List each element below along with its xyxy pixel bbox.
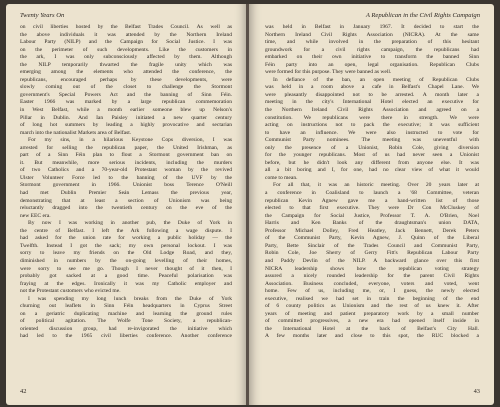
text-line: all a bit boring and I, for one, had no clear view of what it would — [265, 167, 479, 174]
text-line: of long hot summers by leading a highly provocative and sectarian — [20, 122, 232, 129]
text-line: Communist Party nominees. The meeting was uneventful with — [265, 137, 479, 144]
text-line: had asked for the union rate for working a public holiday — the — [20, 235, 232, 242]
text-line: had met Dublin Premier Seán Lemass the previous year, — [20, 190, 232, 197]
text-line: Association. Business concluded, everyone, voters and voted, went — [265, 280, 479, 287]
text-line: demonstrating that at least a section of Unionism was being — [20, 197, 232, 204]
text-line: and Paddy Devlin of the NILP. A backward glance over this first — [265, 257, 479, 264]
text-line: constitution. We republicans were there in strength. We were — [265, 114, 479, 121]
text-line: assured a nicely rounded leadership for the parent Civil Rights — [265, 273, 479, 280]
right-page — [249, 4, 494, 405]
text-line: before, but he didn't look any different from anyone else. It was — [265, 159, 479, 166]
text-line: For my sins, in a hilarious Keystone Cops diversion, I was — [28, 137, 232, 144]
text-line: reluctantly dragged into the twentieth century on the eve of the — [20, 205, 232, 212]
text-line: In defiance of the ban, an open meeting of Republican Clubs — [273, 76, 479, 83]
text-line: new EEC era. — [20, 212, 51, 219]
right-body-text — [265, 24, 479, 341]
text-line: NICRA leadership shows how the republican voting strategy — [265, 265, 479, 272]
text-line: probably got sacked at a good time. Peaceful polarisation was — [20, 273, 232, 280]
text-line: not the Protestant customers who evicted me. — [20, 288, 121, 295]
text-line: churning out leaflets in Sinn Féin headquarters in Cyprus Street — [20, 303, 232, 310]
text-line: embarked on their own initiative to transform the banned Sinn — [265, 54, 479, 61]
text-line: fraying at the edges. Ironically it was my Catholic employer and — [20, 280, 232, 287]
page-number-left: 42 — [20, 388, 27, 395]
text-line: Pillar in Dublin. And Ian Paisley initiated a new quarter century — [20, 114, 232, 121]
text-line: years of meeting and patient preparatory work by a small number — [265, 310, 479, 317]
text-line: of political agitation. The Wolfe Tone Society, a republican- — [20, 318, 232, 325]
text-line: home. Few of us, including me, or, I guess, the newly elected — [265, 288, 479, 295]
text-line: For all that, it was an historic meeting. Over 20 years later at — [273, 182, 479, 189]
running-head-left: Twenty Years On — [20, 12, 65, 19]
text-line: part of a Sinn Féin plan to flout a Stormont government ban on — [20, 152, 232, 159]
text-line: Ulster Volunteer Force led to the banning of the UVF by the — [20, 174, 232, 181]
page-number-right: 43 — [473, 388, 480, 395]
text-line: on a geriatric duplicating machine and learning the ground rules — [20, 310, 232, 317]
text-line: republican Kevin Agnew gave me a hand-written list of those — [265, 197, 479, 204]
text-line: of committed progressives, a new era had opened itself inside in — [265, 318, 479, 325]
text-line: Stormont government in 1966. Unionist boss Terence O'Neill — [20, 182, 232, 189]
text-line: Féin party into an open, legal organisation. Republican Clubs — [265, 61, 479, 68]
text-line: I was spending my long lunch breaks from the Duke of York — [28, 295, 232, 302]
text-line: the Campaign for Social Justice, Professor T. A. O'Brien, Noel — [265, 212, 479, 219]
text-line: Harris and Ken Banks of the draughtsman's union DATA, — [265, 220, 479, 227]
text-line: elected to that first executive. They were Dr Con McCluskey of — [265, 205, 479, 212]
text-line: diminished in numbers by the on-going levelling of their homes, — [20, 257, 232, 264]
text-line: the above individuals it was attended by the Northern Ireland — [20, 31, 232, 38]
text-line: the Northern Ireland Civil Rights Association and agreed on a — [265, 107, 479, 114]
text-line: on civil liberties hosted by the Belfast Trades Council. As well as — [20, 24, 232, 30]
text-line: government's Special Powers Act and the banning of Sinn Féin. — [20, 91, 232, 98]
text-line: were sorry to see me go. Though I never thought of it then, I — [20, 265, 232, 272]
text-line: oriented discussion group, had re-invigorated the initiative which — [20, 325, 232, 332]
text-line: slowly coming out of the closet to challenge the Stormont — [20, 84, 232, 91]
text-line: the centre of Belfast. I left the Ark following a wage dispute. I — [20, 227, 232, 234]
text-line: time, and while involved in the preparation of this hesitant — [265, 39, 479, 46]
text-line: Labour Party (NILP) and the Campaign for Social Justice. I was — [20, 39, 232, 46]
text-line: executive, realised we had set in train the beginning of the end — [265, 295, 479, 302]
text-line: march into the nationalist Markets area of Belfast. — [20, 129, 132, 136]
text-line: of two Catholics and a 70-year-old Protestant woman by the revived — [20, 167, 232, 174]
text-line: A few months later and close to this spot, the RUC blocked a — [265, 333, 479, 340]
text-line: in West Belfast, while a month earlier someone blew up Nelson's — [20, 107, 232, 114]
running-head-right: A Republican in the Civil Rights Campaign — [365, 12, 480, 19]
text-line: By now I was working in another pub, the Duke of York in — [28, 220, 232, 227]
text-line: were formed for this purpose. They were banned as well. — [265, 69, 392, 76]
text-line: had led to the 1965 civil liberties conference. Another conference — [20, 333, 232, 340]
text-line: Northern Ireland Civil Rights Association (NICRA). At the same — [265, 31, 479, 38]
text-line: of the Communist Party, Kevin Agnew, J. Quinn of the Liberal — [265, 235, 479, 242]
text-line: to have an influence. We were also instructed to vote for — [265, 129, 479, 136]
left-page — [6, 4, 247, 405]
text-line: was held in Belfast in January 1967. It decided to start the — [265, 24, 479, 30]
text-line: of 6 county politics as Unionism and the rest of us knew it. After — [265, 303, 479, 310]
text-line: emerging among the elements who attended the conference, the — [20, 69, 232, 76]
text-line: arrested for selling the republican paper, the United Irishman, as — [20, 144, 232, 151]
text-line: Robin Cole, Joe Sherry of Gerry Fitt's Republican Labour Party — [265, 250, 479, 257]
text-line: were pleasantly disappointed not to be arrested. A month later a — [265, 91, 479, 98]
text-line: only the presence of a Unionist, Robin Cole, giving diversion — [265, 144, 479, 151]
text-line: republicans, encouraged perhaps by these developments, were — [20, 76, 232, 83]
left-body-text — [20, 24, 232, 341]
text-line: acting on instructions not to pack the executive; it was sufficient — [265, 122, 479, 129]
text-line: groundwork for a civil rights campaign, the republicans had — [265, 46, 479, 53]
text-line: it. But meanwhile, more serious incidents, including the murders — [20, 159, 232, 166]
text-line: Party, Bette Sinclair of the Trades Council and Communist Party, — [265, 242, 479, 249]
text-line: was held in a room above a cafe in Belfast's Chapel Lane. We — [265, 84, 479, 91]
text-line: a conference in Coalisland to launch a '68 Committee, veteran — [265, 190, 479, 197]
text-line: Easter 1966 was marked by a large republican commemoration — [20, 99, 232, 106]
text-line: come to mean. — [265, 174, 298, 181]
text-line: on the perimeter of such developments. Like the customers in — [20, 46, 232, 53]
text-line: meeting in the city's International Hotel elected an executive for — [265, 99, 479, 106]
text-line: the ark, I was only subconsciously affected by them. Although — [20, 54, 232, 61]
text-line: for the younger republicans. Most of us had never seen a Unionist — [265, 152, 479, 159]
text-line: the NILP temporarily thwarted the fragile unity which was — [20, 61, 232, 68]
text-line: sorry to leave my friends on the Old Lodge Road, and they, — [20, 250, 232, 257]
text-line: Twelfth. Instead I got the sack; my own personal lockout. I was — [20, 242, 232, 249]
text-line: Professor Michael Dolley, Fred Heatley, Jack Bennett, Derek Peters — [265, 227, 479, 234]
text-line: the International Hotel at the back of Belfast's City Hall. — [265, 325, 479, 332]
